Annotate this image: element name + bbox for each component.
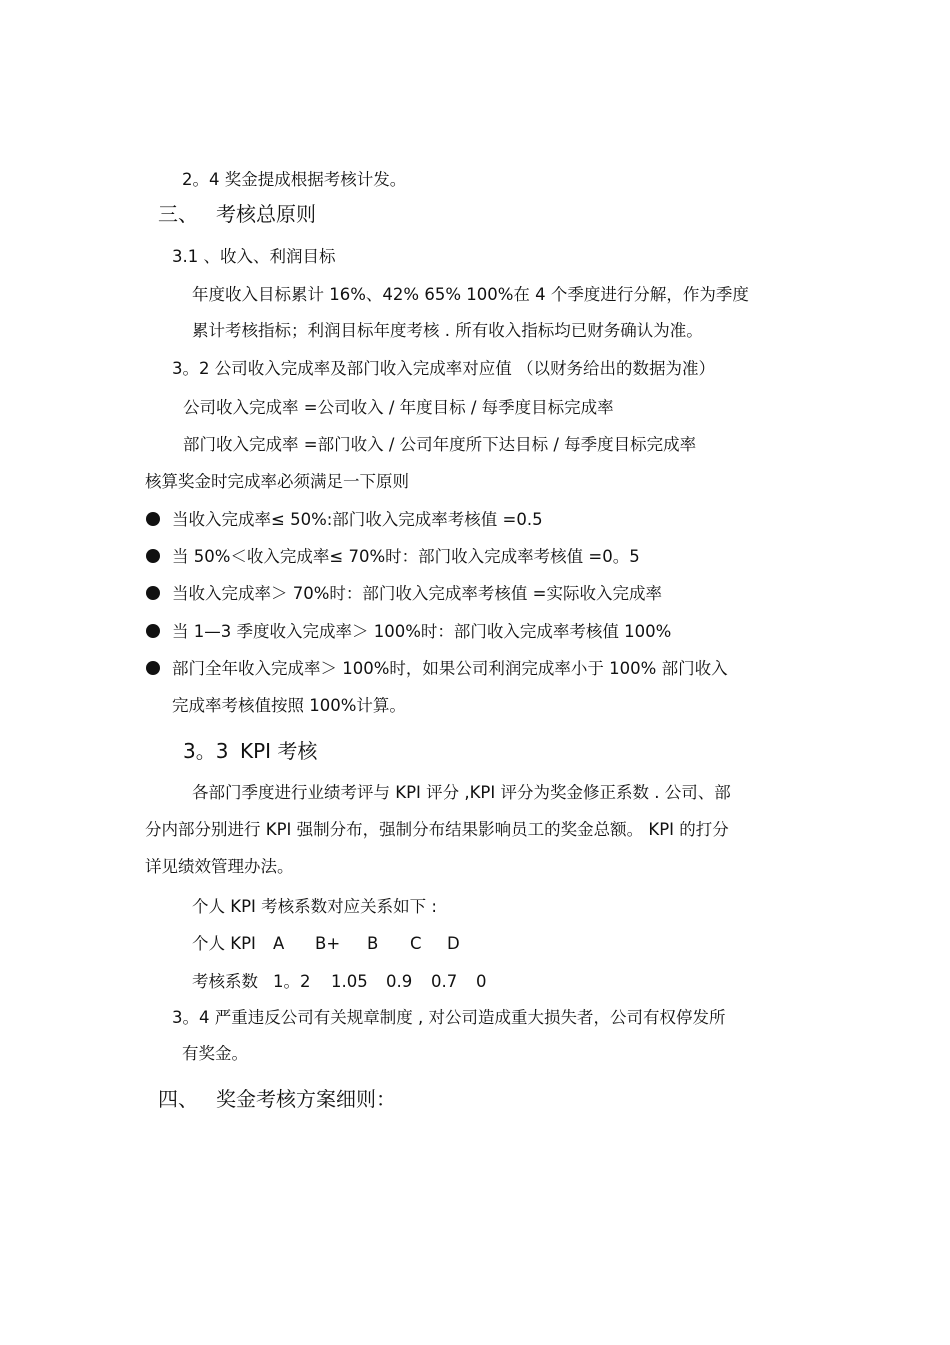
bullet-icon (146, 549, 160, 563)
para-3-1-line2: 累计考核指标；利润目标年度考核 . 所有收入指标均已财务确认为准。 (192, 321, 703, 340)
section-4-number: 四、 (158, 1087, 198, 1111)
para-3-4-line2: 有奖金。 (182, 1044, 248, 1063)
kpi-grade: A (273, 934, 285, 953)
kpi-coefficient: 1.05 (331, 972, 368, 991)
heading-3-1: 3.1 、收入、利润目标 (172, 247, 336, 266)
kpi-intro: 个人 KPI 考核系数对应关系如下 : (192, 897, 437, 916)
kpi-grade: B+ (315, 934, 341, 953)
section-3-title: 考核总原则 (216, 202, 316, 226)
para-3-3-line3: 详见绩效管理办法。 (145, 857, 294, 876)
kpi-grade: D (447, 934, 460, 953)
heading-3-2: 3。2 公司收入完成率及部门收入完成率对应值 （以财务给出的数据为准） (172, 359, 715, 378)
para-2-4: 2。4 奖金提成根据考核计发。 (182, 170, 407, 189)
para-3-3-line1: 各部门季度进行业绩考评与 KPI 评分 ,KPI 评分为奖金修正系数 . 公司、部 (192, 783, 731, 802)
heading-3-3-number: 3。3 (183, 739, 229, 763)
para-3-1-line1: 年度收入目标累计 16%、42% 65% 100%在 4 个季度进行分解，作为季度 (192, 285, 749, 304)
rule-item-5: 部门全年收入完成率＞ 100%时，如果公司利润完成率小于 100% 部门收入 (172, 659, 728, 678)
rule-item-5-continued: 完成率考核值按照 100%计算。 (172, 696, 406, 715)
para-3-3-line2: 分内部分别进行 KPI 强制分布，强制分布结果影响员工的奖金总额。 KPI 的打分 (145, 820, 729, 839)
kpi-coefficient: 0.9 (386, 972, 413, 991)
coef-row-label: 考核系数 (192, 972, 258, 991)
bullet-icon (146, 586, 160, 600)
rule-item-1: 当收入完成率≤ 50%:部门收入完成率考核值 =0.5 (172, 510, 543, 529)
kpi-coefficient: 0 (476, 972, 487, 991)
kpi-coefficient: 1。2 (273, 972, 311, 991)
rule-item-2: 当 50%＜收入完成率≤ 70%时：部门收入完成率考核值 =0。5 (172, 547, 640, 566)
rule-intro: 核算奖金时完成率必须满足一下原则 (145, 472, 409, 491)
rule-item-4: 当 1—3 季度收入完成率＞ 100%时：部门收入完成率考核值 100% (172, 622, 672, 641)
bullet-icon (146, 624, 160, 638)
para-3-4-line1: 3。4 严重违反公司有关规章制度 , 对公司造成重大损失者，公司有权停发所 (172, 1008, 726, 1027)
formula-company-rate: 公司收入完成率 =公司收入 / 年度目标 / 每季度目标完成率 (183, 398, 614, 417)
rule-item-3: 当收入完成率＞ 70%时：部门收入完成率考核值 =实际收入完成率 (172, 584, 662, 603)
kpi-grade: B (367, 934, 379, 953)
section-4-title: 奖金考核方案细则： (216, 1087, 396, 1111)
section-3-number: 三、 (158, 202, 198, 226)
kpi-coefficient: 0.7 (431, 972, 458, 991)
heading-3-3-title: KPI 考核 (240, 739, 318, 763)
kpi-grade: C (410, 934, 422, 953)
bullet-icon (146, 661, 160, 675)
kpi-row-label: 个人 KPI (192, 934, 256, 953)
bullet-icon (146, 512, 160, 526)
formula-dept-rate: 部门收入完成率 =部门收入 / 公司年度所下达目标 / 每季度目标完成率 (183, 435, 697, 454)
